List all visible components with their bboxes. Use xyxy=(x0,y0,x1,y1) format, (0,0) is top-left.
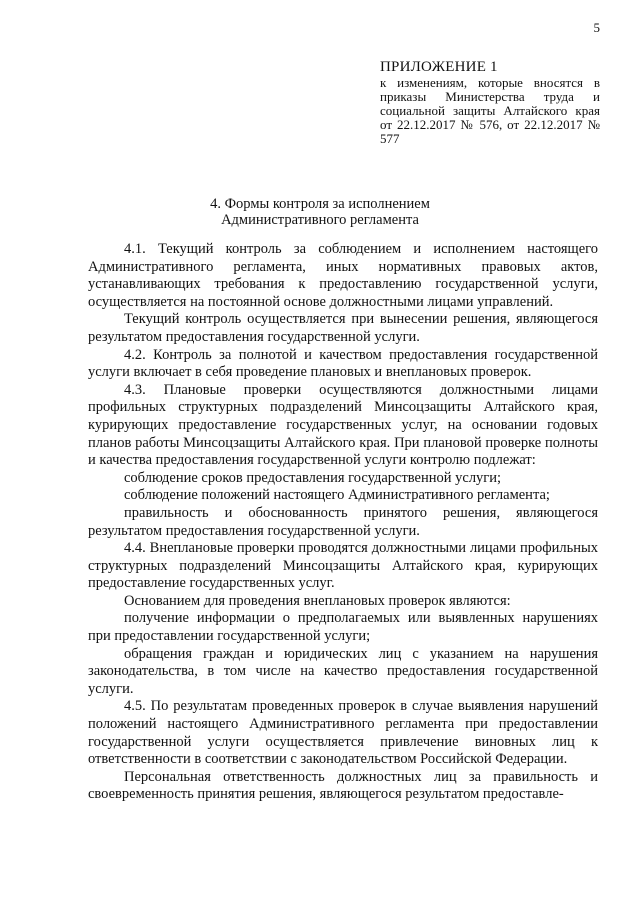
body-text xyxy=(88,241,598,804)
appendix-text: к изменениям, которые вносятся в приказы Министерства труда и социальной защиты Алтайского края от 22.12.2017 № 576, от 22.12.2017 № 577 xyxy=(380,75,600,146)
paragraph: 4.5. По результатам проведенных проверок в случае выявления нарушений положений настоящего Административного регламента при предоставлении государственной услуги осуществляется привлечение виновных лиц к ответственности в соответствии с законодательством Российской Федерации. xyxy=(88,698,598,768)
paragraph: 4.1. Текущий контроль за соблюдением и исполнением настоящего Административного регламента, иных нормативных правовых актов, устанавливающих требования к предоставлению государственной услуги, осуществляется на постоянной основе должностными лицами управлений. xyxy=(88,241,598,310)
paragraph: Текущий контроль осуществляется при вынесении решения, являющегося результатом предоставления государственной услуги. xyxy=(88,311,598,345)
paragraph: 4.3. Плановые проверки осуществляются должностными лицами профильных структурных подразделений Минсоцзащиты Алтайского края, курирующих предоставление государственных услуг, на основании годовых планов работы Минсоцзащиты Алтайского края. При плановой проверке полноты и качества предоставления государственной услуги контролю подлежат: xyxy=(88,381,598,469)
appendix-header xyxy=(380,60,600,146)
paragraph: обращения граждан и юридических лиц с указанием на нарушения законодательства, в том числе на качество предоставления государственной услуги. xyxy=(88,645,598,697)
section-title-line-2: Административного регламента xyxy=(221,212,419,228)
section-title xyxy=(0,196,640,228)
paragraph: соблюдение сроков предоставления государственной услуги; xyxy=(124,469,502,486)
page-number: 5 xyxy=(593,20,600,35)
paragraph: соблюдение положений настоящего Административного регламента; xyxy=(124,487,550,504)
appendix-title: ПРИЛОЖЕНИЕ 1 xyxy=(380,59,498,75)
paragraph: получение информации о предполагаемых или выявленных нарушениях при предоставлении государственной услуги; xyxy=(88,610,598,645)
paragraph: Основанием для проведения внеплановых проверок являются: xyxy=(124,592,511,609)
paragraph: 4.2. Контроль за полнотой и качеством предоставления государственной услуги включает в себя проведение плановых и внеплановых проверок. xyxy=(88,346,598,381)
section-title-line-1: 4. Формы контроля за исполнением xyxy=(210,196,430,212)
paragraph: Персональная ответственность должностных лиц за правильность и своевременность принятия решения, являющегося результатом предоставле- xyxy=(88,768,598,803)
paragraph: правильность и обоснованность принятого решения, являющегося результатом предоставления государственной услуги. xyxy=(88,504,598,539)
paragraph: 4.4. Внеплановые проверки проводятся должностными лицами профильных структурных подразделений Минсоцзащиты Алтайского края, курирующих предоставление государственных услуг. xyxy=(88,540,598,592)
